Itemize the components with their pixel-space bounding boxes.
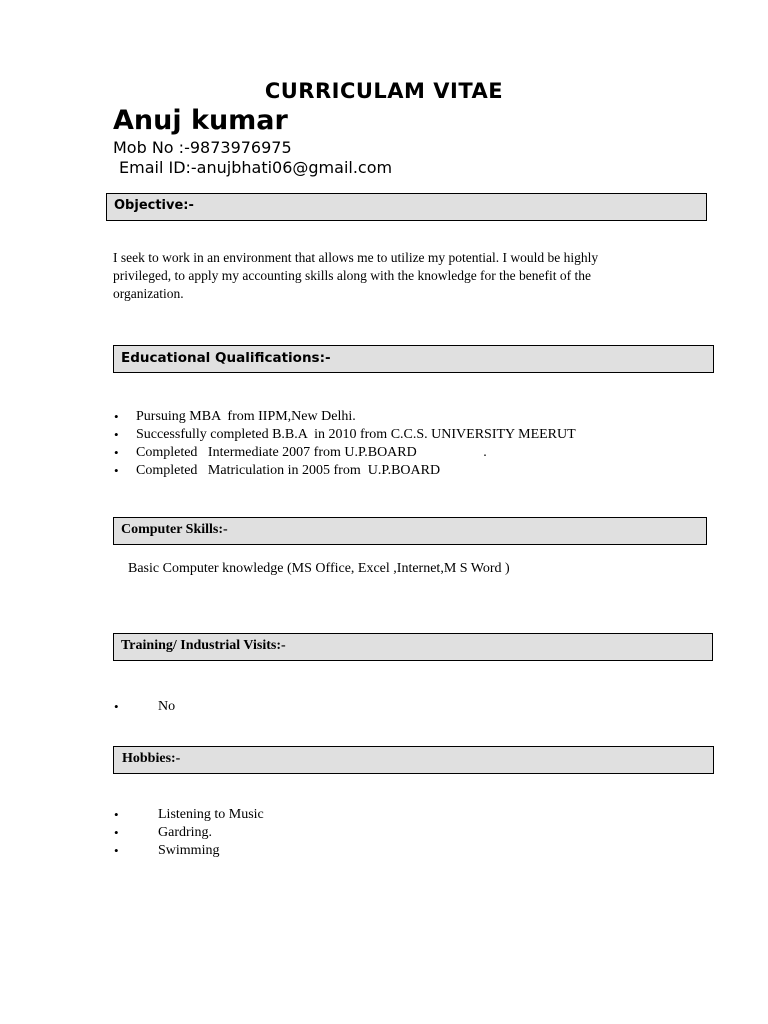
hobbies-heading: Hobbies:- — [122, 751, 181, 766]
objective-line: privileged, to apply my accounting skills along with the knowledge for the benefit of the — [113, 268, 592, 283]
bullet-icon: • — [114, 427, 119, 442]
bullet-icon: • — [114, 699, 119, 714]
list-item: • Swimming — [114, 843, 220, 858]
computer-skills-text: Basic Computer knowledge (MS Office, Excel ,Internet,M S Word ) — [128, 561, 510, 576]
computer-skills-section-header — [113, 517, 707, 545]
list-item: • Completed Intermediate 2007 from U.P.BOARD . — [114, 445, 487, 460]
document-title: CURRICULAM VITAE — [264, 79, 504, 103]
training-section-header — [113, 633, 713, 661]
objective-line: organization. — [113, 286, 184, 301]
training-heading: Training/ Industrial Visits:- — [121, 638, 286, 653]
bullet-icon: • — [114, 445, 119, 460]
bullet-icon: • — [114, 825, 119, 840]
computer-skills-heading: Computer Skills:- — [121, 522, 228, 537]
education-section-header — [113, 345, 714, 373]
objective-section-header — [106, 193, 707, 221]
bullet-icon: • — [114, 807, 119, 822]
list-item: • Gardring. — [114, 825, 213, 840]
hobbies-section-header — [113, 746, 714, 774]
bullet-icon: • — [114, 463, 119, 478]
candidate-name: Anuj kumar — [113, 105, 288, 136]
list-item: • No — [114, 699, 176, 714]
education-list — [114, 408, 576, 480]
list-item: • Completed Matriculation in 2005 from U.P.BOARD — [114, 463, 441, 478]
bullet-icon: • — [114, 843, 119, 858]
email-address: Email ID:-anujbhati06@gmail.com — [119, 158, 393, 177]
education-heading: Educational Qualifications:- — [121, 350, 331, 366]
list-item: • Pursuing MBA from IIPM,New Delhi. — [114, 409, 356, 424]
bullet-icon: • — [114, 409, 119, 424]
objective-paragraph — [113, 249, 673, 303]
objective-heading: Objective:- — [114, 198, 194, 213]
mobile-number: Mob No :-9873976975 — [113, 138, 292, 157]
list-item: • Listening to Music — [114, 807, 264, 822]
objective-line: I seek to work in an environment that allows me to utilize my potential. I would be highly — [113, 250, 599, 265]
training-list — [114, 698, 176, 716]
hobbies-list — [114, 806, 264, 860]
list-item: • Successfully completed B.B.A in 2010 from C.C.S. UNIVERSITY MEERUT — [114, 427, 576, 442]
